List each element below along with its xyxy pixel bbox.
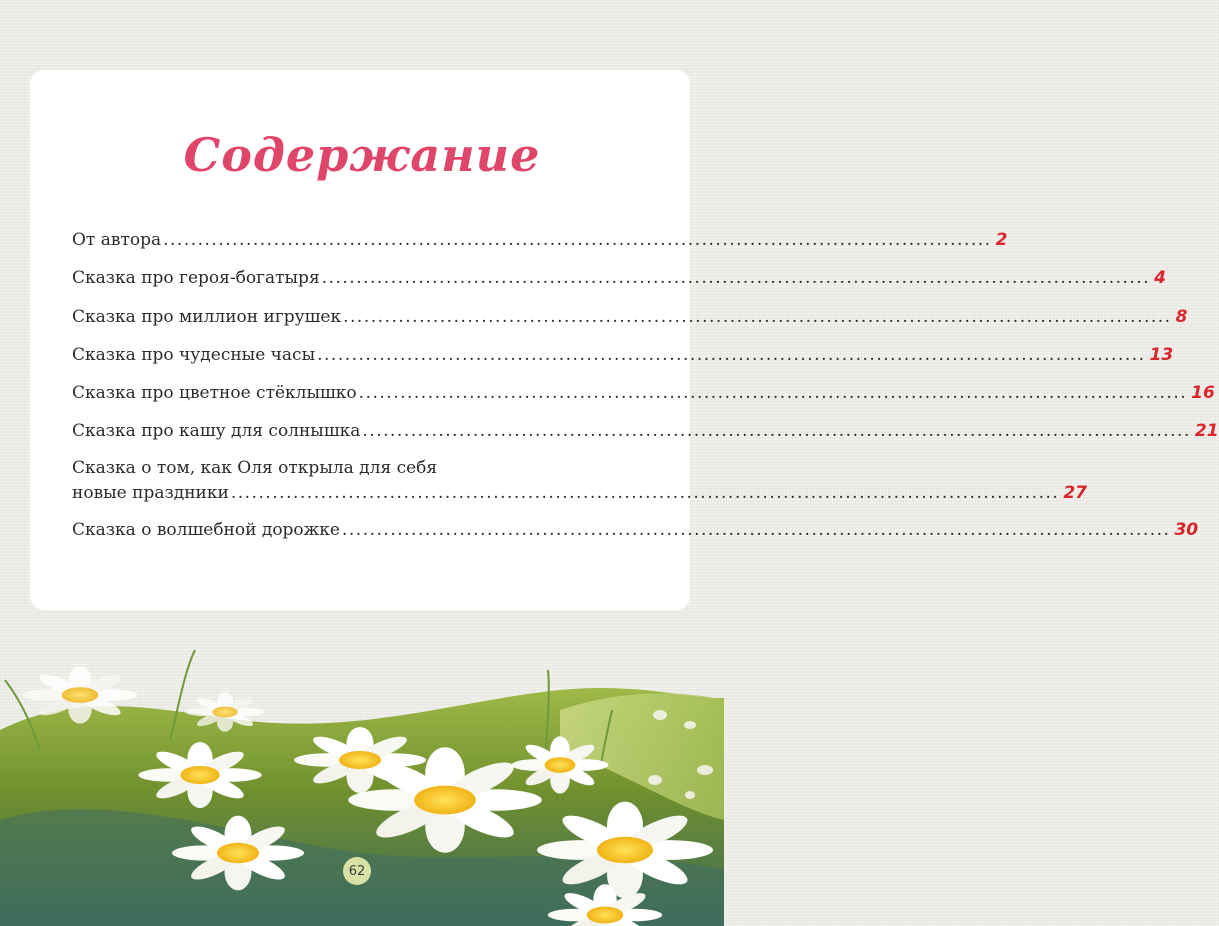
- toc-entry[interactable]: [72, 420, 1219, 442]
- toc-entry-page: 4: [1154, 268, 1166, 288]
- toc-entry-title-line2: новые праздники: [72, 483, 229, 503]
- toc-entry-page: 2: [995, 230, 1008, 250]
- toc-entry[interactable]: [72, 267, 1166, 289]
- toc-entry-page: 8: [1175, 307, 1188, 327]
- toc-leader-dots: ........................................................................................................................: [321, 268, 1151, 288]
- toc-entry[interactable]: [72, 344, 1174, 366]
- toc-entry-title: От автора: [72, 230, 162, 250]
- toc-leader-dots: ........................................................................................................................: [230, 483, 1060, 503]
- toc-entry-title: Сказка про кашу для солнышка: [72, 421, 361, 441]
- page-number-badge: 62: [343, 857, 371, 885]
- toc-entry-page: 16: [1191, 383, 1215, 403]
- toc-entry-title-line1: Сказка о том, как Оля открыла для себя: [72, 458, 438, 478]
- toc-entry-title: Сказка про чудесные часы: [72, 345, 316, 365]
- page-title: Содержание: [183, 128, 541, 182]
- toc-leader-dots: ........................................................................................................................: [317, 345, 1146, 365]
- toc-entry-title: Сказка про героя-богатыря: [72, 268, 320, 288]
- toc-entry-page: 13: [1149, 345, 1174, 365]
- toc-leader-dots: ........................................................................................................................: [163, 230, 992, 250]
- toc-leader-dots: ........................................................................................................................: [358, 383, 1188, 403]
- toc-entry-page: 21: [1194, 421, 1219, 441]
- toc-leader-dots: ........................................................................................................................: [343, 307, 1172, 327]
- toc-entry-title: Сказка о волшебной дорожке: [72, 520, 340, 540]
- toc-entry[interactable]: [72, 457, 1087, 504]
- toc-leader-dots: ........................................................................................................................: [342, 520, 1171, 540]
- toc-entry[interactable]: [72, 382, 1215, 404]
- toc-entry-title: Сказка про миллион игрушек: [72, 307, 342, 327]
- toc-entry-title: Сказка про цветное стёклышко: [72, 383, 357, 403]
- toc-entry[interactable]: [72, 229, 1008, 251]
- toc-entry[interactable]: [72, 306, 1188, 328]
- toc-leader-dots: ........................................................................................................................: [362, 421, 1191, 441]
- toc-entry[interactable]: [72, 519, 1199, 541]
- toc-entry-page: 30: [1174, 520, 1199, 540]
- toc-entry-page: 27: [1063, 483, 1087, 503]
